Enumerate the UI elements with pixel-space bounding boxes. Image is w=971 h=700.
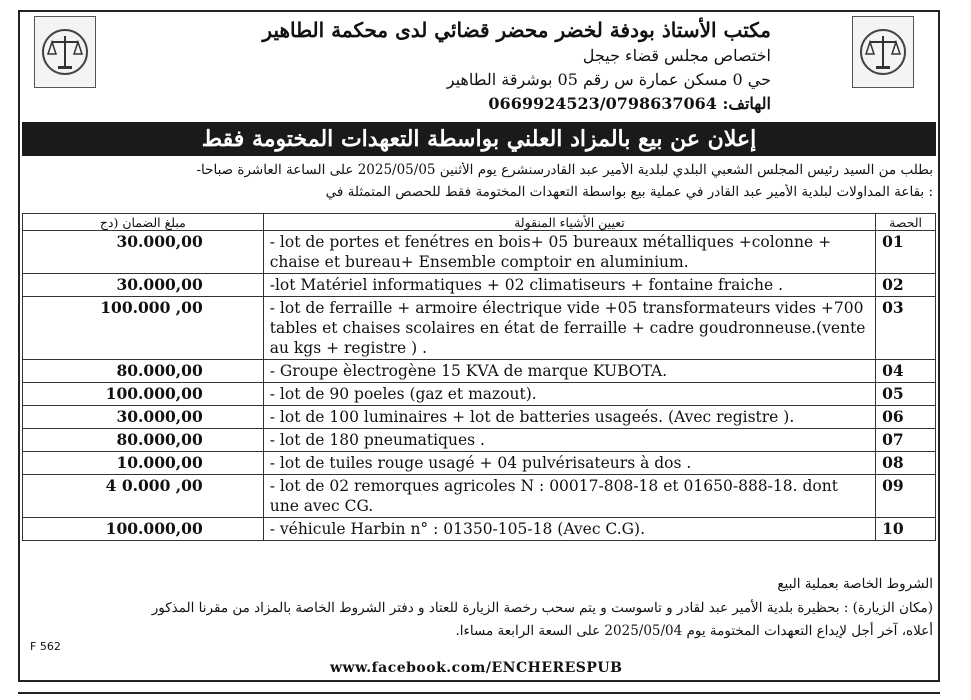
court-emblem-right: [852, 16, 914, 88]
phone-numbers: 0669924523/0798637064: [488, 94, 717, 113]
amount-header: مبلغ الضمان (دج: [23, 214, 264, 231]
scales-of-justice-icon: [40, 22, 90, 82]
description-header: تعيين الأشياء المنقولة: [263, 214, 875, 231]
table-row: [23, 475, 936, 518]
table-row: [23, 518, 936, 541]
lot-number: 05: [876, 383, 936, 406]
table-row: [23, 429, 936, 452]
office-name: مكتب الأستاذ بودفة لخضر محضر قضائي لدى محكمة الطاهير: [262, 18, 771, 42]
lot-number: 01: [876, 231, 936, 274]
lot-number-header: الحصة: [876, 214, 936, 231]
table-row: [23, 406, 936, 429]
table-row: [23, 360, 936, 383]
lot-number: 04: [876, 360, 936, 383]
lot-number: 02: [876, 274, 936, 297]
phone-label: الهاتف:: [722, 94, 771, 113]
phone-line: [488, 94, 771, 113]
lot-number: 06: [876, 406, 936, 429]
notice-title: إعلان عن بيع بالمزاد العلني بواسطة التعهدات المختومة فقط: [22, 122, 936, 156]
lot-amount: 80.000,00: [23, 429, 264, 452]
lot-description: - lot de ferraille + armoire électrique vide +05 transformateurs vides +700 tables et chaises scolaires en état de ferraille + cadre goudronneuse.(vente au kgs + registre ) .: [263, 297, 875, 360]
lot-description: - Groupe èlectrogène 15 KVA de marque KUBOTA.: [263, 360, 875, 383]
form-code: F 562: [30, 640, 61, 653]
lot-amount: 100.000,00: [23, 518, 264, 541]
scales-of-justice-icon: [858, 22, 908, 82]
lot-number: 08: [876, 452, 936, 475]
intro-line-1: بطلب من السيد رئيس المجلس الشعبي البلدي لبلدية الأمير عبد القادرسنشرع يوم الأثنين 2025/05/05 على الساعة العاشرة صباحا-: [196, 162, 933, 178]
lot-amount: 10.000,00: [23, 452, 264, 475]
lot-number: 09: [876, 475, 936, 518]
lot-description: - lot de 180 pneumatiques .: [263, 429, 875, 452]
lot-amount: 100.000,00: [23, 383, 264, 406]
conditions-deadline: أعلاه، آخر أجل لإيداع التعهدات المختومة يوم 2025/05/04 على السعة الرابعة مساءا.: [455, 623, 933, 639]
lot-number: 07: [876, 429, 936, 452]
lot-description: - lot de portes et fenétres en bois+ 05 bureaux métalliques +colonne + chaise et bureau+ Ensemble comptoir en aluminium.: [263, 231, 875, 274]
lot-amount: 30.000,00: [23, 274, 264, 297]
lot-amount: 30.000,00: [23, 406, 264, 429]
lot-amount: 4 0.000 ,00: [23, 475, 264, 518]
conditions-title: الشروط الخاصة بعملية البيع: [777, 576, 933, 592]
lot-amount: 100.000 ,00: [23, 297, 264, 360]
lot-number: 03: [876, 297, 936, 360]
table-row: [23, 231, 936, 274]
lot-description: - lot de 90 poeles (gaz et mazout).: [263, 383, 875, 406]
table-row: [23, 274, 936, 297]
conditions-visit: (مكان الزيارة) : بحظيرة بلدية الأمير عبد لقادر و تاسوست و يتم سحب رخصة الزيارة للعتاد و دفتر الشروط الخاصة بالمزاد من مقرنا المذكور: [151, 600, 933, 616]
lot-description: -lot Matériel informatiques + 02 climatiseurs + fontaine fraiche .: [263, 274, 875, 297]
lots-table: [22, 213, 936, 541]
table-header-row: [23, 214, 936, 231]
lot-description: - véhicule Harbin n° : 01350-105-18 (Avec C.G).: [263, 518, 875, 541]
lot-amount: 30.000,00: [23, 231, 264, 274]
lot-description: - lot de 02 remorques agricoles N : 00017-808-18 et 01650-888-18. dont une avec CG.: [263, 475, 875, 518]
table-row: [23, 452, 936, 475]
intro-line-2: : بقاعة المداولات لبلدية الأمير عبد القادر في عملية بيع بواسطة التعهدات المختومة فقط للحصص المتمثلة في: [325, 184, 933, 200]
office-address: حي 0 مسكن عمارة س رقم 05 بوشرقة الطاهير: [446, 70, 771, 89]
jurisdiction: اختصاص مجلس قضاء جيجل: [582, 46, 771, 65]
court-emblem-left: [34, 16, 96, 88]
lot-description: - lot de 100 luminaires + lot de batteries usageés. (Avec registre ).: [263, 406, 875, 429]
facebook-link[interactable]: www.facebook.com/ENCHERESPUB: [330, 660, 623, 676]
table-row: [23, 383, 936, 406]
lot-number: 10: [876, 518, 936, 541]
bottom-divider: [18, 692, 940, 694]
table-row: [23, 297, 936, 360]
lot-amount: 80.000,00: [23, 360, 264, 383]
lot-description: - lot de tuiles rouge usagé + 04 pulvérisateurs à dos .: [263, 452, 875, 475]
